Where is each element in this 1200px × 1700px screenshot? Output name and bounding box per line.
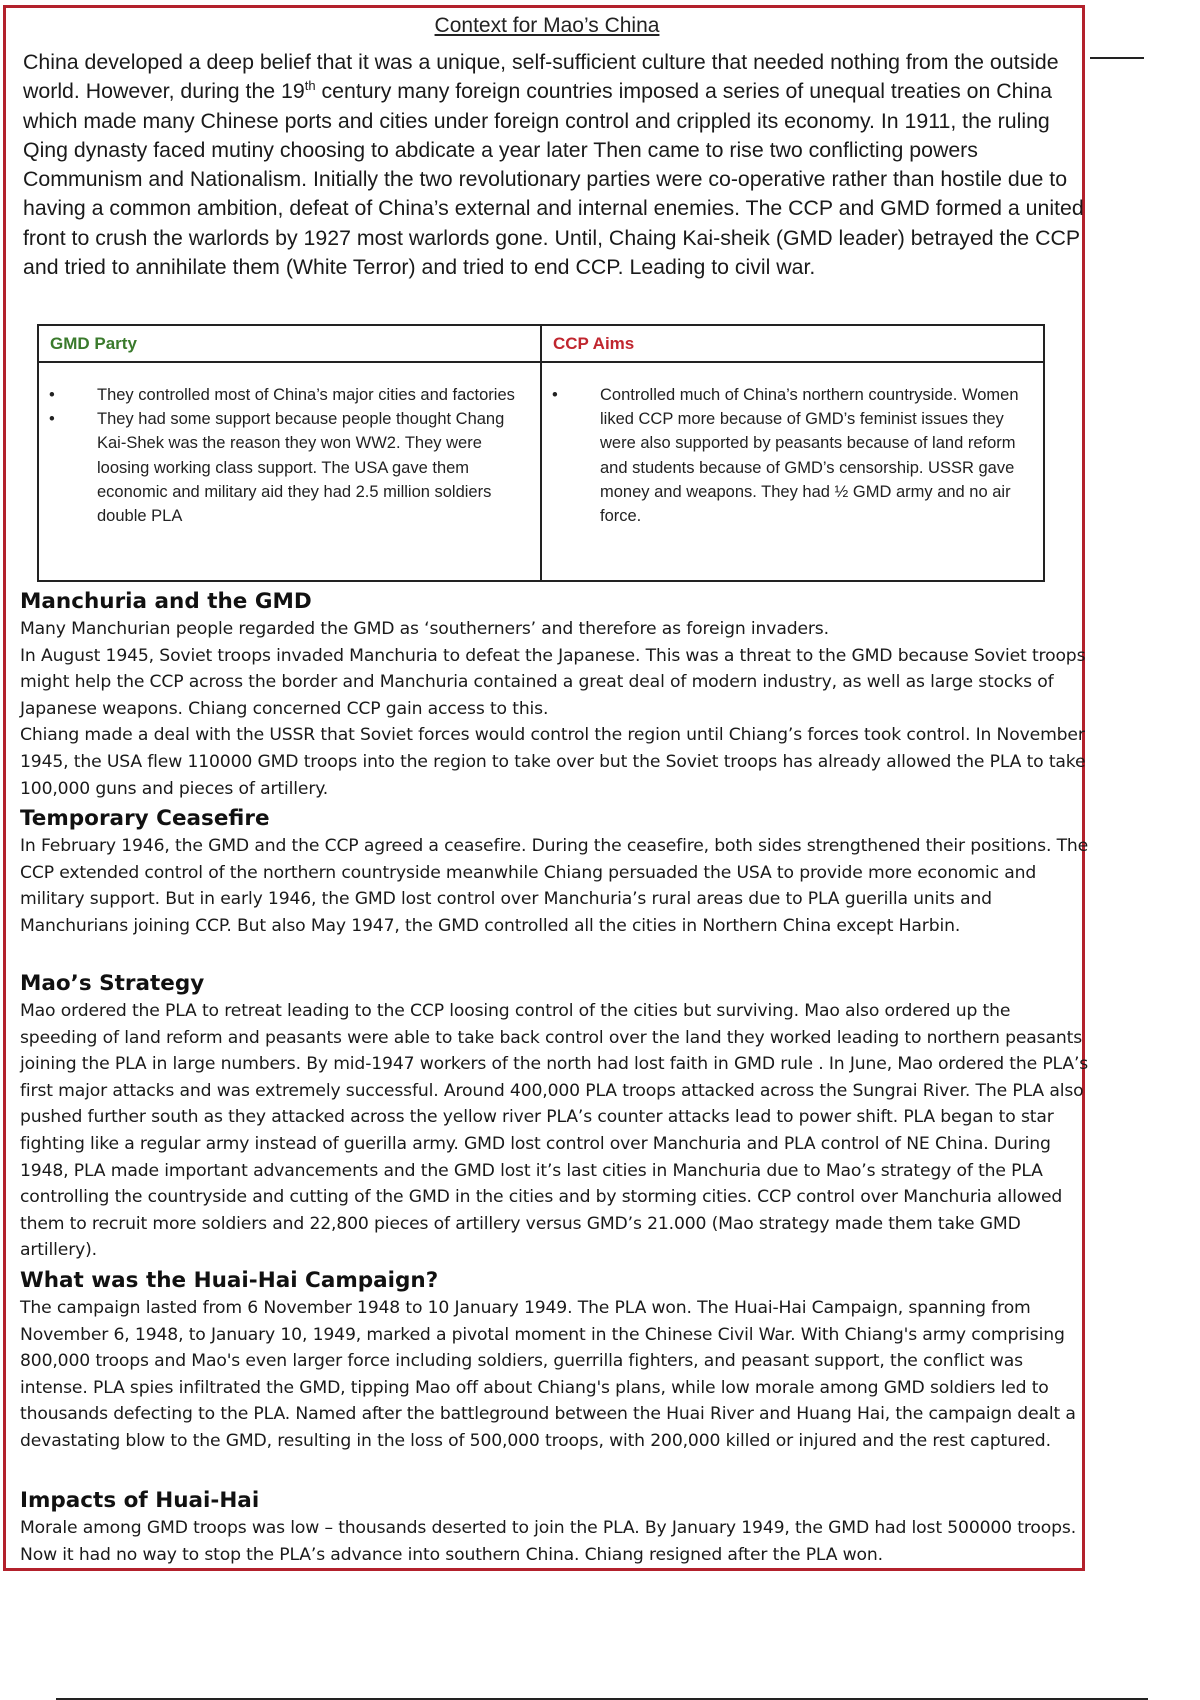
gmd-bullet-list [49, 383, 520, 528]
table-row [38, 362, 1044, 581]
section-paragraph: Mao ordered the PLA to retreat leading to the CCP loosing control of the cities but surviving. Mao also ordered up the speeding of land reform and peasants were able to take back control over the land they worked leading to northern peasants joining the PLA in large numbers. By mid-1947 workers of the north had lost faith in GMD rule . In June, Mao ordered the PLA’s first major attacks and was extremely successful. Around 400,000 PLA troops attacked across the Sungrai River. The PLA also pushed further south as they attacked across the yellow river PLA’s counter attacks lead to power shift. PLA began to star fighting like a regular army instead of guerilla army. GMD lost control over Manchuria and PLA control of NE China. During 1948, PLA made important advancements and the GMD lost it’s last cities in Manchuria due to Mao’s strategy of the PLA controlling the countryside and cutting of the GMD in the cities and by storming cities. CCP control over Manchuria allowed them to recruit more soldiers and 22,800 pieces of artillery versus GMD’s 21.000 (Mao strategy made them take GMD artillery). [20, 1001, 1089, 1261]
list-item [552, 383, 1023, 528]
intro-superscript: th [304, 78, 316, 94]
section-paragraph: Many Manchurian people regarded the GMD as ‘southerners’ and therefore as foreign invaders. [20, 619, 829, 639]
ccp-aims-header: CCP Aims [541, 325, 1044, 362]
section-impacts-of-huai-hai [20, 1487, 1092, 1568]
section-heading: What was the Huai-Hai Campaign? [20, 1268, 439, 1293]
bullet-icon: • [49, 386, 55, 404]
gmd-item-text: They had some support because people thought Chang Kai-Shek was the reason they won WW2. They were loosing working class support. The USA gave them economic and military aid they had 2.5 million soldiers double PLA [97, 410, 505, 526]
section-paragraph: In August 1945, Soviet troops invaded Manchuria to defeat the Japanese. This was a threat to the GMD because Soviet troops might help the CCP across the border and Manchuria contained a great deal of modern industry, as well as large stocks of Japanese weapons. Chiang concerned CCP gain access to this. [20, 645, 1086, 719]
gmd-party-cell [38, 362, 541, 581]
gmd-item-text: They controlled most of China’s major cities and factories [97, 386, 515, 404]
section-heading: Impacts of Huai-Hai [20, 1488, 260, 1513]
section-temporary-ceasefire [20, 805, 1092, 939]
party-comparison-table [37, 324, 1045, 582]
bullet-icon: • [552, 386, 558, 404]
section-paragraph: Chiang made a deal with the USSR that Soviet forces would control the region until Chiang’s forces took control. In November 1945, the USA flew 110000 GMD troops into the region to take over but the Soviet troops has already allowed the PLA to take 100,000 guns and pieces of artillery. [20, 725, 1086, 799]
list-item [49, 407, 520, 528]
intro-text-part2: century many foreign countries imposed a series of unequal treaties on China which made many Chinese ports and cities under foreign control and crippled its economy. In 1911, the ruling Qing dynasty faced mutiny choosing to abdicate a year later Then came to rise two conflicting powers Communism and Nationalism. Initially the two revolutionary parties were co-operative rather than hostile due to having a common ambition, defeat of China’s external and internal enemies. The CCP and GMD formed a united front to crush the warlords by 1927 most warlords gone. Until, Chaing Kai-sheik (GMD leader) betrayed the CCP and tried to annihilate them (White Terror) and tried to end CCP. Leading to civil war. [23, 79, 1084, 280]
section-paragraph: Morale among GMD troops was low – thousands deserted to join the PLA. By January 1949, the GMD had lost 500000 troops. Now it had no way to stop the PLA’s advance into southern China. Chiang resigned after the PLA won. [20, 1518, 1077, 1565]
section-paragraph: In February 1946, the GMD and the CCP agreed a ceasefire. During the ceasefire, both sides strengthened their positions. The CCP extended control of the northern countryside meanwhile Chiang persuaded the USA to provide more economic and military support. But in early 1946, the GMD lost control over Manchuria’s rural areas due to PLA guerilla units and Manchurians joining CCP. But also May 1947, the GMD controlled all the cities in Northern China except Harbin. [20, 836, 1089, 936]
section-heading: Manchuria and the GMD [20, 589, 312, 614]
ccp-item-text: Controlled much of China’s northern countryside. Women liked CCP more because of GMD’s feminist issues they were also supported by peasants because of land reform and students because of GMD’s censorship. USSR gave money and weapons. They had ½ GMD army and no air force. [600, 386, 1019, 526]
bullet-icon: • [49, 410, 55, 429]
section-paragraph: The campaign lasted from 6 November 1948 to 10 January 1949. The PLA won. The Huai-Hai Campaign, spanning from November 6, 1948, to January 10, 1949, marked a pivotal moment in the Chinese Civil War. With Chiang's army comprising 800,000 troops and Mao's even larger force including soldiers, guerrilla fighters, and peasant support, the conflict was intense. PLA spies infiltrated the GMD, tipping Mao off about Chiang's plans, while low morale among GMD soldiers led to thousands defecting to the PLA. Named after the battleground between the Huai River and Huang Hai, the campaign dealt a devastating blow to the GMD, resulting in the loss of 500,000 troops, with 200,000 killed or injured and the rest captured. [20, 1298, 1076, 1451]
ccp-bullet-list [552, 383, 1023, 528]
gmd-party-header: GMD Party [38, 325, 541, 362]
section-heading: Temporary Ceasefire [20, 806, 270, 831]
section-heading: Mao’s Strategy [20, 971, 205, 996]
margin-rule [1090, 57, 1144, 59]
section-maos-strategy [20, 970, 1092, 1264]
table-header-row [38, 325, 1044, 362]
list-item [49, 383, 520, 407]
document-frame [3, 5, 1089, 1571]
section-huai-hai-campaign [20, 1267, 1092, 1455]
section-manchuria [20, 588, 1092, 802]
intro-paragraph [23, 48, 1091, 282]
intro-text-part1: China developed a deep belief that it was a unique, self-sufficient culture that needed nothing from the outside world. However, during the 19 [23, 50, 1059, 104]
ccp-aims-cell [541, 362, 1044, 581]
document-title: Context for Mao’s China [434, 14, 660, 37]
